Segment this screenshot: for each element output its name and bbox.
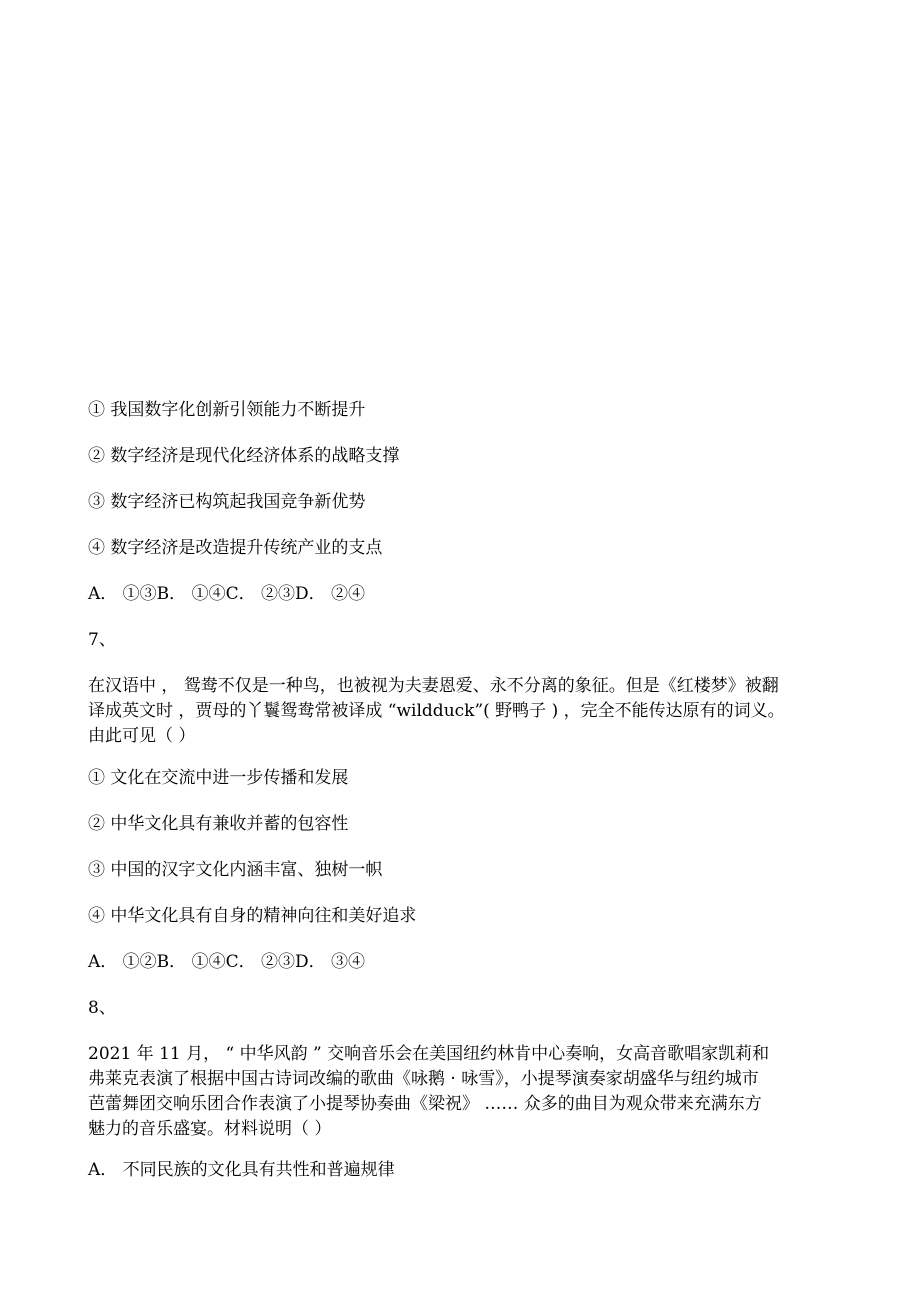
q6-option-2: ② 数字经济是现代化经济体系的战略支撑 — [88, 446, 400, 466]
q8-stem-line-1: 2021 年 11 月， “ 中华风韵 ” 交响音乐会在美国纽约林肯中心奏响，女高音歌唱家凯莉和 — [88, 1044, 770, 1064]
q7-answer-choices: A． ①②B． ①④C． ②③D． ③④ — [88, 952, 366, 972]
q8-stem-line-3: 芭蕾舞团交响乐团合作表演了小提琴协奏曲《梁祝》 …… 众多的曲目为观众带来充满东方 — [88, 1094, 762, 1114]
q7-stem-line-2: 译成英文时 ，贾母的丫鬟鸳鸯常被译成 “wildduck”( 野鸭子 ) ，完全不能传达原有的词义。 — [88, 701, 785, 721]
q6-option-1: ① 我国数字化创新引领能力不断提升 — [88, 400, 366, 420]
q8-stem — [88, 1042, 840, 1142]
q6-option-4: ④ 数字经济是改造提升传统产业的支点 — [88, 538, 383, 558]
q8-stem-line-4: 魅力的音乐盛宴。材料说明（ ） — [88, 1119, 332, 1139]
q6-option-3: ③ 数字经济已构筑起我国竞争新优势 — [88, 492, 366, 512]
q7-option-2: ② 中华文化具有兼收并蓄的包容性 — [88, 814, 349, 834]
q7-option-3: ③ 中国的汉字文化内涵丰富、独树一帜 — [88, 860, 383, 880]
q8-number: 8、 — [88, 998, 116, 1018]
q7-option-4: ④ 中华文化具有自身的精神向往和美好追求 — [88, 906, 417, 926]
q7-number: 7、 — [88, 630, 116, 650]
q8-option-a: A． 不同民族的文化具有共性和普遍规律 — [88, 1160, 395, 1180]
q7-stem-line-1: 在汉语中 ， 鸳鸯不仅是一种鸟，也被视为夫妻恩爱、永不分离的象征。但是《红楼梦》被翻 — [88, 676, 779, 696]
q8-stem-line-2: 弗莱克表演了根据中国古诗词改编的歌曲《咏鹅 · 咏雪》，小提琴演奏家胡盛华与纽约城市 — [88, 1069, 759, 1089]
q7-option-1: ① 文化在交流中进一步传播和发展 — [88, 768, 349, 788]
q7-stem-line-3: 由此可见（ ） — [88, 726, 196, 746]
q7-stem — [88, 674, 840, 749]
q6-answer-choices: A． ①③B． ①④C． ②③D． ②④ — [88, 584, 366, 604]
